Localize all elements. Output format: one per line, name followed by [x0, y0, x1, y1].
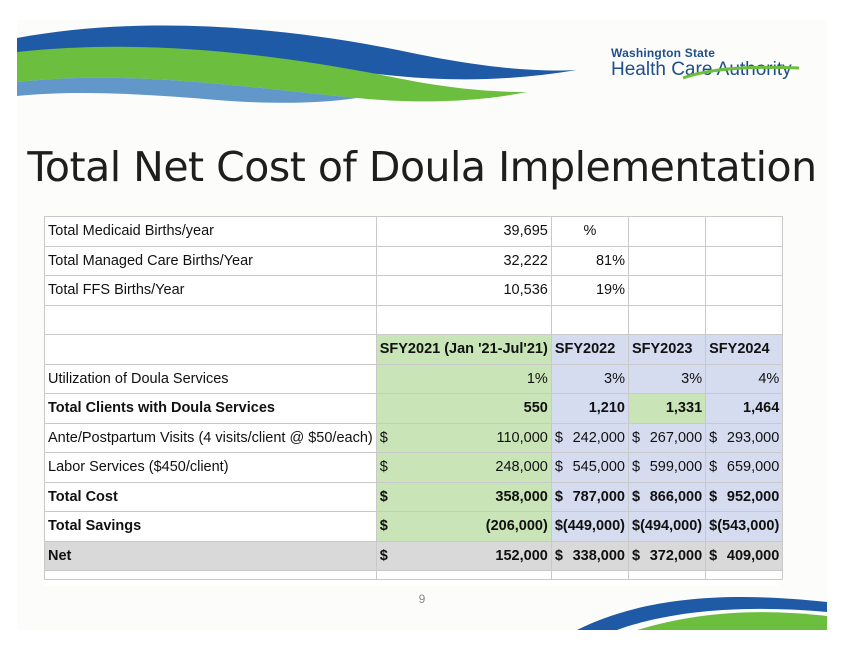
slide	[17, 20, 827, 630]
currency-symbol: $	[554, 429, 563, 446]
empty-cell	[706, 246, 783, 276]
currency-cell	[628, 482, 705, 512]
currency-cell	[551, 423, 628, 453]
data-row	[45, 453, 783, 483]
cell-value: 1,464	[706, 394, 783, 424]
cell-value: (494,000)	[640, 518, 703, 535]
summary-label: Total Managed Care Births/Year	[45, 246, 377, 276]
summary-value: 32,222	[376, 246, 551, 276]
data-row	[45, 541, 783, 571]
data-row	[45, 512, 783, 542]
currency-symbol: $	[631, 547, 641, 564]
cell-value: 293,000	[726, 429, 780, 446]
header-empty-cell	[45, 335, 377, 365]
row-label: Ante/Postpartum Visits (4 visits/client @ $50/each)	[45, 423, 377, 453]
currency-cell	[551, 482, 628, 512]
summary-label: Total Medicaid Births/year	[45, 217, 377, 247]
trailing-row	[45, 571, 783, 580]
cell-value: 599,000	[649, 459, 703, 476]
cell-value: 545,000	[572, 459, 625, 476]
summary-row	[45, 217, 783, 247]
logo-line1: Washington State	[611, 46, 716, 60]
summary-value: 39,695	[376, 217, 551, 247]
currency-cell	[376, 453, 551, 483]
currency-symbol: $	[554, 459, 563, 476]
cell-value: 3%	[628, 364, 705, 394]
data-row	[45, 482, 783, 512]
cell-value: 242,000	[572, 429, 625, 446]
row-label: Total Cost	[45, 482, 377, 512]
cost-table	[44, 216, 783, 580]
currency-symbol: $	[379, 518, 388, 535]
cell-value: 372,000	[649, 547, 703, 564]
currency-symbol: $	[379, 488, 388, 505]
row-label: Total Savings	[45, 512, 377, 542]
cell-value: 267,000	[649, 429, 703, 446]
summary-value: 10,536	[376, 276, 551, 306]
summary-row	[45, 276, 783, 306]
data-row	[45, 364, 783, 394]
row-label: Total Clients with Doula Services	[45, 394, 377, 424]
cell-value: 4%	[706, 364, 783, 394]
currency-symbol: $	[709, 429, 718, 446]
cell-value: 248,000	[495, 459, 548, 476]
empty-cell	[628, 276, 705, 306]
cell-value: 787,000	[572, 488, 625, 505]
column-header-sfy2021: SFY2021 (Jan '21-Jul'21)	[376, 335, 551, 365]
cell-value: 110,000	[496, 429, 548, 446]
column-header-sfy2022: SFY2022	[551, 335, 628, 365]
currency-symbol: $	[379, 547, 388, 564]
slide-title: Total Net Cost of Doula Implementation	[27, 143, 817, 191]
currency-cell	[706, 423, 783, 453]
summary-row	[45, 246, 783, 276]
logo-letter-a: A	[716, 59, 730, 80]
cell-value: 1,210	[551, 394, 628, 424]
currency-cell	[551, 453, 628, 483]
currency-cell	[706, 482, 783, 512]
currency-cell	[551, 541, 628, 571]
currency-cell	[706, 541, 783, 571]
empty-cell	[628, 246, 705, 276]
cell-value: 409,000	[726, 547, 780, 564]
empty-cell	[706, 276, 783, 306]
currency-symbol: $	[554, 488, 563, 505]
currency-cell	[376, 423, 551, 453]
data-row	[45, 423, 783, 453]
footer-swoosh-graphic	[577, 590, 827, 630]
summary-label: Total FFS Births/Year	[45, 276, 377, 306]
cell-value: 338,000	[572, 547, 625, 564]
currency-symbol: $	[631, 518, 641, 535]
currency-symbol: $	[379, 429, 388, 446]
currency-cell	[376, 541, 551, 571]
spacer-row	[45, 305, 783, 335]
currency-symbol: $	[554, 547, 563, 564]
currency-cell	[706, 453, 783, 483]
currency-cell	[628, 541, 705, 571]
row-label: Utilization of Doula Services	[45, 364, 377, 394]
cell-value: 152,000	[495, 547, 548, 564]
currency-symbol: $	[709, 459, 718, 476]
column-header-row	[45, 335, 783, 365]
cell-value: 952,000	[726, 488, 780, 505]
empty-cell	[706, 217, 783, 247]
column-header-sfy2023: SFY2023	[628, 335, 705, 365]
hca-logo	[611, 46, 792, 81]
spreadsheet	[44, 216, 778, 586]
currency-symbol: $	[709, 488, 718, 505]
currency-cell	[551, 512, 628, 542]
currency-cell	[706, 512, 783, 542]
column-header-sfy2024: SFY2024	[706, 335, 783, 365]
summary-percent: 19%	[551, 276, 628, 306]
cell-value: 3%	[551, 364, 628, 394]
summary-percent: %	[551, 217, 628, 247]
data-row	[45, 394, 783, 424]
header-swoosh-graphic	[17, 20, 577, 110]
logo-line2-suffix: uthority	[729, 59, 792, 80]
currency-symbol: $	[631, 459, 641, 476]
cell-value: 1%	[376, 364, 551, 394]
currency-symbol: $	[709, 518, 718, 535]
cell-value: 550	[376, 394, 551, 424]
currency-symbol: $	[631, 488, 641, 505]
currency-cell	[376, 482, 551, 512]
cell-value: (206,000)	[485, 518, 548, 535]
logo-swoosh-icon	[681, 66, 801, 80]
currency-cell	[628, 512, 705, 542]
cell-value: (543,000)	[717, 518, 780, 535]
cell-value: 358,000	[495, 488, 548, 505]
cell-value: 1,331	[628, 394, 705, 424]
logo-line2-prefix: Health Care	[611, 59, 717, 80]
page-number: 9	[418, 592, 426, 606]
empty-cell	[628, 217, 705, 247]
row-label: Labor Services ($450/client)	[45, 453, 377, 483]
currency-cell	[628, 453, 705, 483]
currency-cell	[376, 512, 551, 542]
cell-value: 659,000	[726, 459, 780, 476]
currency-symbol: $	[379, 459, 388, 476]
row-label: Net	[45, 541, 377, 571]
currency-symbol: $	[631, 429, 641, 446]
currency-cell	[628, 423, 705, 453]
currency-symbol: $	[709, 547, 718, 564]
currency-symbol: $	[554, 518, 563, 535]
cell-value: 866,000	[649, 488, 703, 505]
summary-percent: 81%	[551, 246, 628, 276]
cell-value: (449,000)	[562, 518, 625, 535]
